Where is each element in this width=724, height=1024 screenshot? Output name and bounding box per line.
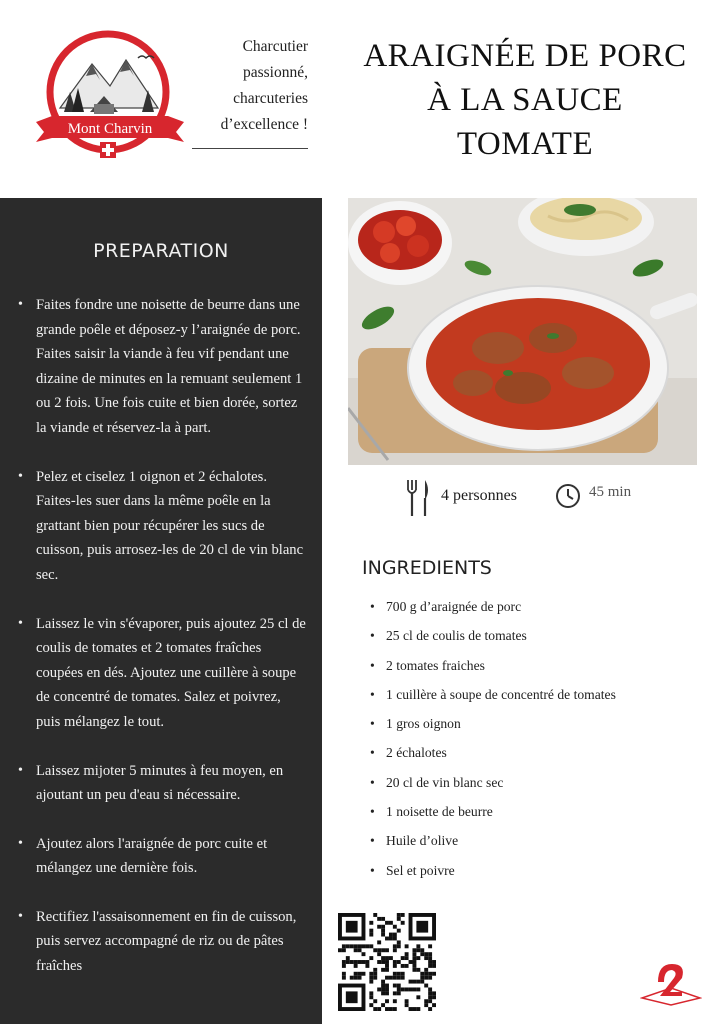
preparation-steps bbox=[18, 293, 308, 1003]
ingredient-item: • 20 cl de vin blanc sec bbox=[370, 774, 700, 803]
ingredient-item: • 2 tomates fraiches bbox=[370, 657, 700, 686]
servings-text: 4 personnes bbox=[441, 487, 517, 504]
recipe-title: ARAIGNÉE DE PORC À LA SAUCE TOMATE bbox=[363, 38, 687, 162]
preparation-step: • Laissez mijoter 5 minutes à feu moyen, en ajoutant un peu d'eau si nécessaire. bbox=[18, 759, 308, 808]
ingredient-item: • Huile d’olive bbox=[370, 832, 700, 861]
preparation-heading: PREPARATION bbox=[93, 240, 229, 262]
ingredient-item: • 25 cl de coulis de tomates bbox=[370, 627, 700, 656]
preparation-step: • Laissez le vin s'évaporer, puis ajoutez 25 cl de coulis de tomates et 2 tomates fraîches coupées en dés. Ajoutez une cuillère à soupe de concentré de tomates. Salez et poivrez, puis mélangez le tout. bbox=[18, 612, 308, 735]
tagline-divider bbox=[192, 148, 308, 149]
preparation-step: • Ajoutez alors l'araignée de porc cuite et mélangez une dernière fois. bbox=[18, 832, 308, 881]
dish-photo bbox=[348, 198, 697, 465]
recipe-meta bbox=[405, 478, 705, 518]
ingredient-item: • 1 noisette de beurre bbox=[370, 803, 700, 832]
preparation-step: • Faites fondre une noisette de beurre dans une grande poêle et déposez-y l’araignée de porc. Faites saisir la viande à feu vif pendant une dizaine de minutes en la remuant seulement 1 ou 2 fois. Une fois cuite et bien dorée, sortez la viande et réservez-la à part. bbox=[18, 293, 308, 441]
ingredient-item: • 1 cuillère à soupe de concentré de tomates bbox=[370, 686, 700, 715]
preparation-panel bbox=[0, 198, 322, 1024]
qr-code[interactable] bbox=[338, 913, 436, 1011]
fork-knife-icon bbox=[405, 478, 431, 518]
mont-charvin-logo bbox=[30, 30, 190, 165]
ingredients-list bbox=[370, 598, 700, 891]
preparation-step: • Pelez et ciselez 1 oignon et 2 échalotes. Faites-les suer dans la même poêle en la grattant bien pour récupérer les sucs de cuisson, puis arrosez-les de 20 cl de vin blanc sec. bbox=[18, 465, 308, 588]
ingredient-item: • 2 échalotes bbox=[370, 744, 700, 773]
ingredient-item: • Sel et poivre bbox=[370, 862, 700, 891]
maitre-artisan-logo bbox=[640, 958, 702, 1006]
logo-brand-name: Mont Charvin bbox=[67, 121, 153, 137]
preparation-step: • Rectifiez l'assaisonnement en fin de cuisson, puis servez accompagné de riz ou de pâtes fraîches bbox=[18, 905, 308, 979]
ingredient-item: • 700 g d’araignée de porc bbox=[370, 598, 700, 627]
duration-text: 45 min bbox=[589, 484, 632, 500]
ingredient-item: • 1 gros oignon bbox=[370, 715, 700, 744]
ingredients-heading: INGREDIENTS bbox=[362, 557, 492, 579]
brand-tagline: Charcutier passionné, charcuteries d’excellence ! bbox=[220, 38, 308, 133]
clock-icon bbox=[555, 483, 581, 509]
